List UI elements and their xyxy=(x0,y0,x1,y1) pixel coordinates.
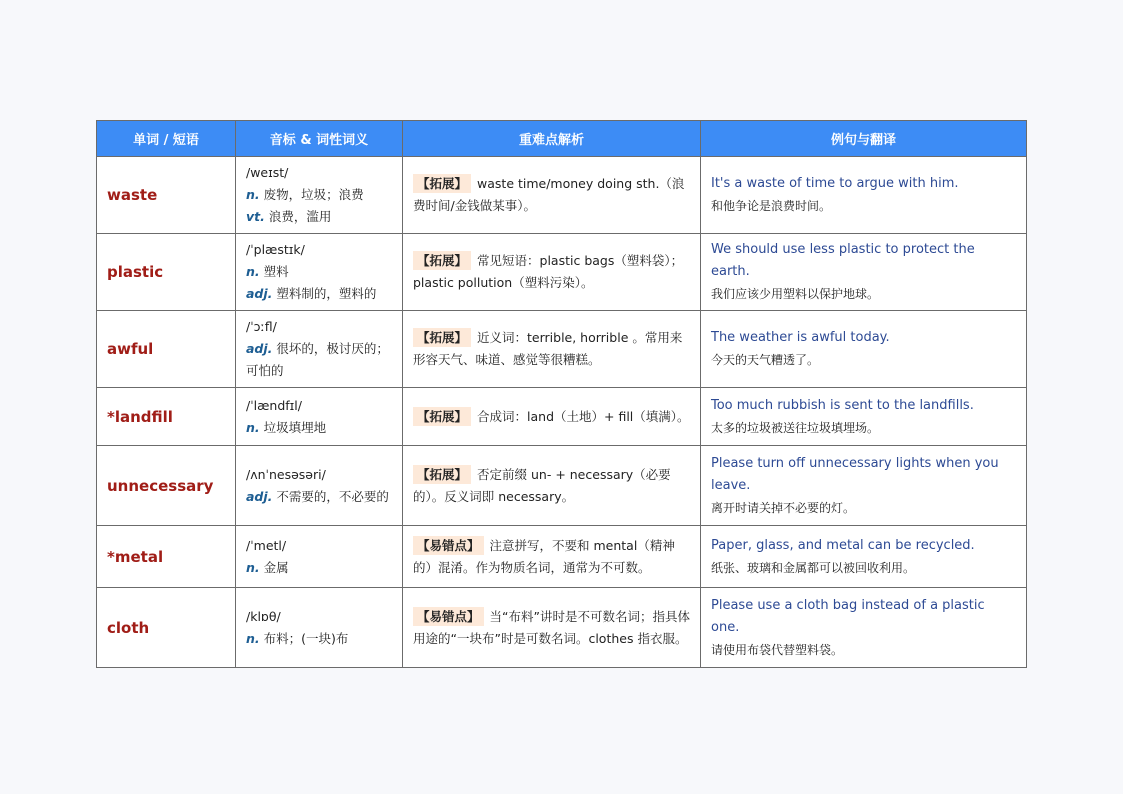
example-cell xyxy=(701,157,1027,234)
analysis-text: waste time/money doing sth.（浪费时间/金钱做某事）。 xyxy=(413,176,685,213)
pronunciation-cell xyxy=(236,446,403,526)
pronunciation-cell xyxy=(236,311,403,388)
tag-badge: 【拓展】 xyxy=(413,465,471,484)
phonetic: /klɒθ/ xyxy=(246,608,281,624)
phonetic: /ˈmetl/ xyxy=(246,537,287,553)
example-translation: 今天的天气糟透了。 xyxy=(711,353,820,367)
tag-badge: 【拓展】 xyxy=(413,174,471,193)
example-translation: 纸张、玻璃和金属都可以被回收利用。 xyxy=(711,560,916,575)
pronunciation-cell xyxy=(236,234,403,311)
phonetic: /ʌnˈnesəsəri/ xyxy=(246,466,326,482)
header-word: 单词 / 短语 xyxy=(97,121,236,157)
analysis-text: 常见短语：plastic bags（塑料袋）；plastic pollution（塑料污染）。 xyxy=(413,253,684,290)
meaning: 布料；(一块)布 xyxy=(259,630,349,646)
part-of-speech: vt. xyxy=(246,209,265,224)
example-english: Please turn off unnecessary lights when you leave. xyxy=(711,455,999,493)
word-cell: *metal xyxy=(97,526,236,588)
word-cell: plastic xyxy=(97,234,236,311)
analysis-cell xyxy=(403,588,701,668)
sense xyxy=(246,261,392,283)
pronunciation-cell xyxy=(236,526,403,588)
sense xyxy=(246,486,392,508)
example-english: We should use less plastic to protect the earth. xyxy=(711,242,975,279)
analysis-cell xyxy=(403,388,701,446)
part-of-speech: n. xyxy=(246,559,260,575)
tag-badge: 【拓展】 xyxy=(413,407,471,426)
meaning: 垃圾填埋地 xyxy=(259,419,327,435)
part-of-speech: adj. xyxy=(246,488,273,504)
example-cell xyxy=(701,588,1027,668)
meaning: 塑料制的，塑料的 xyxy=(272,286,377,301)
phonetic: /weɪst/ xyxy=(246,165,289,180)
example-english: Paper, glass, and metal can be recycled. xyxy=(711,537,975,553)
header-analysis: 重难点解析 xyxy=(403,121,701,157)
pronunciation-cell xyxy=(236,388,403,446)
word-cell: *landfill xyxy=(97,388,236,446)
analysis-cell xyxy=(403,157,701,234)
pronunciation-cell xyxy=(236,157,403,234)
sense xyxy=(246,628,392,650)
example-cell xyxy=(701,526,1027,588)
word-cell: awful xyxy=(97,311,236,388)
example-translation: 和他争论是浪费时间。 xyxy=(711,199,832,213)
analysis-text: 注意拼写，不要和 mental（精神的）混淆。作为物质名词，通常为不可数。 xyxy=(413,537,675,575)
table-row xyxy=(97,234,1027,311)
sense xyxy=(246,184,392,206)
table-header-row xyxy=(97,121,1027,157)
part-of-speech: n. xyxy=(246,630,260,646)
phonetic: /ˈɔːfl/ xyxy=(246,319,277,334)
part-of-speech: n. xyxy=(246,264,260,279)
sense xyxy=(246,283,392,305)
table-row xyxy=(97,588,1027,668)
header-example: 例句与翻译 xyxy=(701,121,1027,157)
analysis-text: 当“布料”讲时是不可数名词；指具体用途的“一块布”时是可数名词。clothes 指衣服。 xyxy=(413,608,690,646)
analysis-cell xyxy=(403,526,701,588)
analysis-text: 否定前缀 un- + necessary（必要的）。反义词即 necessary。 xyxy=(413,466,671,504)
analysis-cell xyxy=(403,446,701,526)
example-cell xyxy=(701,234,1027,311)
part-of-speech: n. xyxy=(246,187,260,202)
table-row xyxy=(97,311,1027,388)
meaning: 浪费，滥用 xyxy=(264,209,332,224)
example-english: It's a waste of time to argue with him. xyxy=(711,176,959,191)
tag-badge: 【易错点】 xyxy=(413,607,484,626)
meaning: 塑料 xyxy=(259,264,289,279)
part-of-speech: adj. xyxy=(246,341,273,356)
example-translation: 我们应该少用塑料以保护地球。 xyxy=(711,287,880,301)
analysis-text: 近义词：terrible, horrible 。常用来形容天气、味道、感觉等很糟糕。 xyxy=(413,330,683,367)
word-cell: cloth xyxy=(97,588,236,668)
sense xyxy=(246,338,392,382)
part-of-speech: n. xyxy=(246,419,260,435)
part-of-speech: adj. xyxy=(246,286,273,301)
sense xyxy=(246,417,392,439)
example-cell xyxy=(701,388,1027,446)
meaning: 废物，垃圾；浪费 xyxy=(259,187,364,202)
table-row xyxy=(97,526,1027,588)
meaning: 很坏的，极讨厌的；可怕的 xyxy=(246,341,389,378)
table-row xyxy=(97,388,1027,446)
example-translation: 请使用布袋代替塑料袋。 xyxy=(711,642,844,657)
example-english: The weather is awful today. xyxy=(711,330,890,345)
analysis-cell xyxy=(403,311,701,388)
example-english: Please use a cloth bag instead of a plastic one. xyxy=(711,597,985,635)
tag-badge: 【拓展】 xyxy=(413,251,471,270)
table-row xyxy=(97,157,1027,234)
analysis-text: 合成词：land（土地）+ fill（填满）。 xyxy=(477,408,690,424)
meaning: 金属 xyxy=(259,559,289,575)
example-english: Too much rubbish is sent to the landfills. xyxy=(711,397,974,413)
example-cell xyxy=(701,311,1027,388)
vocabulary-table xyxy=(96,120,1027,668)
table-row xyxy=(97,446,1027,526)
analysis-cell xyxy=(403,234,701,311)
sense xyxy=(246,206,392,228)
sense xyxy=(246,557,392,579)
example-translation: 太多的垃圾被送往垃圾填埋场。 xyxy=(711,420,880,435)
meaning: 不需要的，不必要的 xyxy=(272,488,389,504)
header-pronunciation: 音标 & 词性词义 xyxy=(236,121,403,157)
phonetic: /ˈplæstɪk/ xyxy=(246,242,305,257)
tag-badge: 【易错点】 xyxy=(413,536,484,555)
phonetic: /ˈlændfɪl/ xyxy=(246,397,302,413)
example-translation: 离开时请关掉不必要的灯。 xyxy=(711,500,856,515)
word-cell: unnecessary xyxy=(97,446,236,526)
pronunciation-cell xyxy=(236,588,403,668)
tag-badge: 【拓展】 xyxy=(413,328,471,347)
example-cell xyxy=(701,446,1027,526)
word-cell: waste xyxy=(97,157,236,234)
